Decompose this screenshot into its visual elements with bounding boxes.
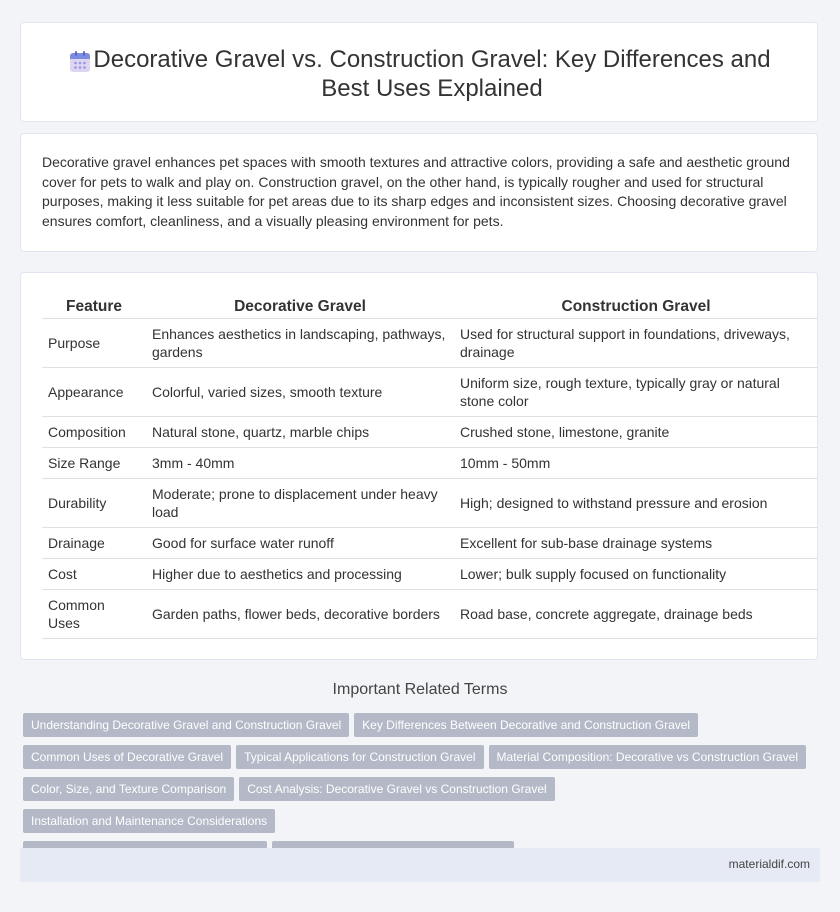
table-cell: Excellent for sub-base drainage systems [454, 528, 818, 559]
table-header-row [42, 296, 818, 319]
table-cell: Durability [42, 479, 146, 528]
table-cell: Common Uses [42, 590, 146, 639]
table-cell: Uniform size, rough texture, typically gray or natural stone color [454, 368, 818, 417]
table-cell: Natural stone, quartz, marble chips [146, 417, 454, 448]
related-term-tag[interactable]: Common Uses of Decorative Gravel [23, 745, 231, 769]
table-cell: Colorful, varied sizes, smooth texture [146, 368, 454, 417]
footer [20, 848, 820, 882]
table-cell: Enhances aesthetics in landscaping, pathways, gardens [146, 319, 454, 368]
table-cell: Composition [42, 417, 146, 448]
related-term-tag[interactable]: Installation and Maintenance Considerations [23, 809, 275, 833]
table-row [42, 559, 818, 590]
related-term-tag[interactable]: Understanding Decorative Gravel and Construction Gravel [23, 713, 349, 737]
title-card [20, 22, 818, 122]
table-cell: Lower; bulk supply focused on functionality [454, 559, 818, 590]
table-cell: Cost [42, 559, 146, 590]
table-cell: Appearance [42, 368, 146, 417]
table-cell: High; designed to withstand pressure and erosion [454, 479, 818, 528]
related-term-tag[interactable]: Material Composition: Decorative vs Construction Gravel [489, 745, 806, 769]
related-term-tag[interactable]: Color, Size, and Texture Comparison [23, 777, 234, 801]
table-cell: Road base, concrete aggregate, drainage beds [454, 590, 818, 639]
table-cell: Moderate; prone to displacement under heavy load [146, 479, 454, 528]
related-term-tag[interactable]: Typical Applications for Construction Gravel [236, 745, 483, 769]
header-construction: Construction Gravel [454, 296, 818, 319]
table-cell: 3mm - 40mm [146, 448, 454, 479]
intro-paragraph: Decorative gravel enhances pet spaces with smooth textures and attractive colors, providing a safe and aesthetic ground cover for pets to walk and play on. Construction gravel, on the other hand, is typically rougher and used for structural purposes, making it less suitable for pet areas due to its sharp edges and inconsistent sizes. Choosing decorative gravel ensures comfort, cleanliness, and a visually pleasing environment for pets. [42, 154, 790, 229]
header-feature: Feature [42, 296, 146, 319]
footer-site-link[interactable]: materialdif.com [728, 857, 810, 871]
related-term-tag[interactable]: Key Differences Between Decorative and Construction Gravel [354, 713, 698, 737]
table-row [42, 319, 818, 368]
header-decorative: Decorative Gravel [146, 296, 454, 319]
table-cell: Drainage [42, 528, 146, 559]
table-cell: Good for surface water runoff [146, 528, 454, 559]
table-row [42, 590, 818, 639]
table-cell: Size Range [42, 448, 146, 479]
table-row [42, 448, 818, 479]
table-row [42, 368, 818, 417]
related-terms-title: Important Related Terms [332, 681, 508, 698]
related-term-tag[interactable]: Cost Analysis: Decorative Gravel vs Construction Gravel [239, 777, 554, 801]
table-row [42, 528, 818, 559]
table-row [42, 417, 818, 448]
table-cell: Used for structural support in foundations, driveways, drainage [454, 319, 818, 368]
page-title: Decorative Gravel vs. Construction Gravel: Key Differences and Best Uses Explained [93, 46, 771, 102]
table-cell: 10mm - 50mm [454, 448, 818, 479]
intro-card [20, 133, 818, 252]
table-cell: Purpose [42, 319, 146, 368]
comparison-table-card [20, 272, 818, 660]
comparison-table [42, 296, 818, 639]
table-cell: Higher due to aesthetics and processing [146, 559, 454, 590]
table-row [42, 479, 818, 528]
table-cell: Garden paths, flower beds, decorative borders [146, 590, 454, 639]
table-cell: Crushed stone, limestone, granite [454, 417, 818, 448]
